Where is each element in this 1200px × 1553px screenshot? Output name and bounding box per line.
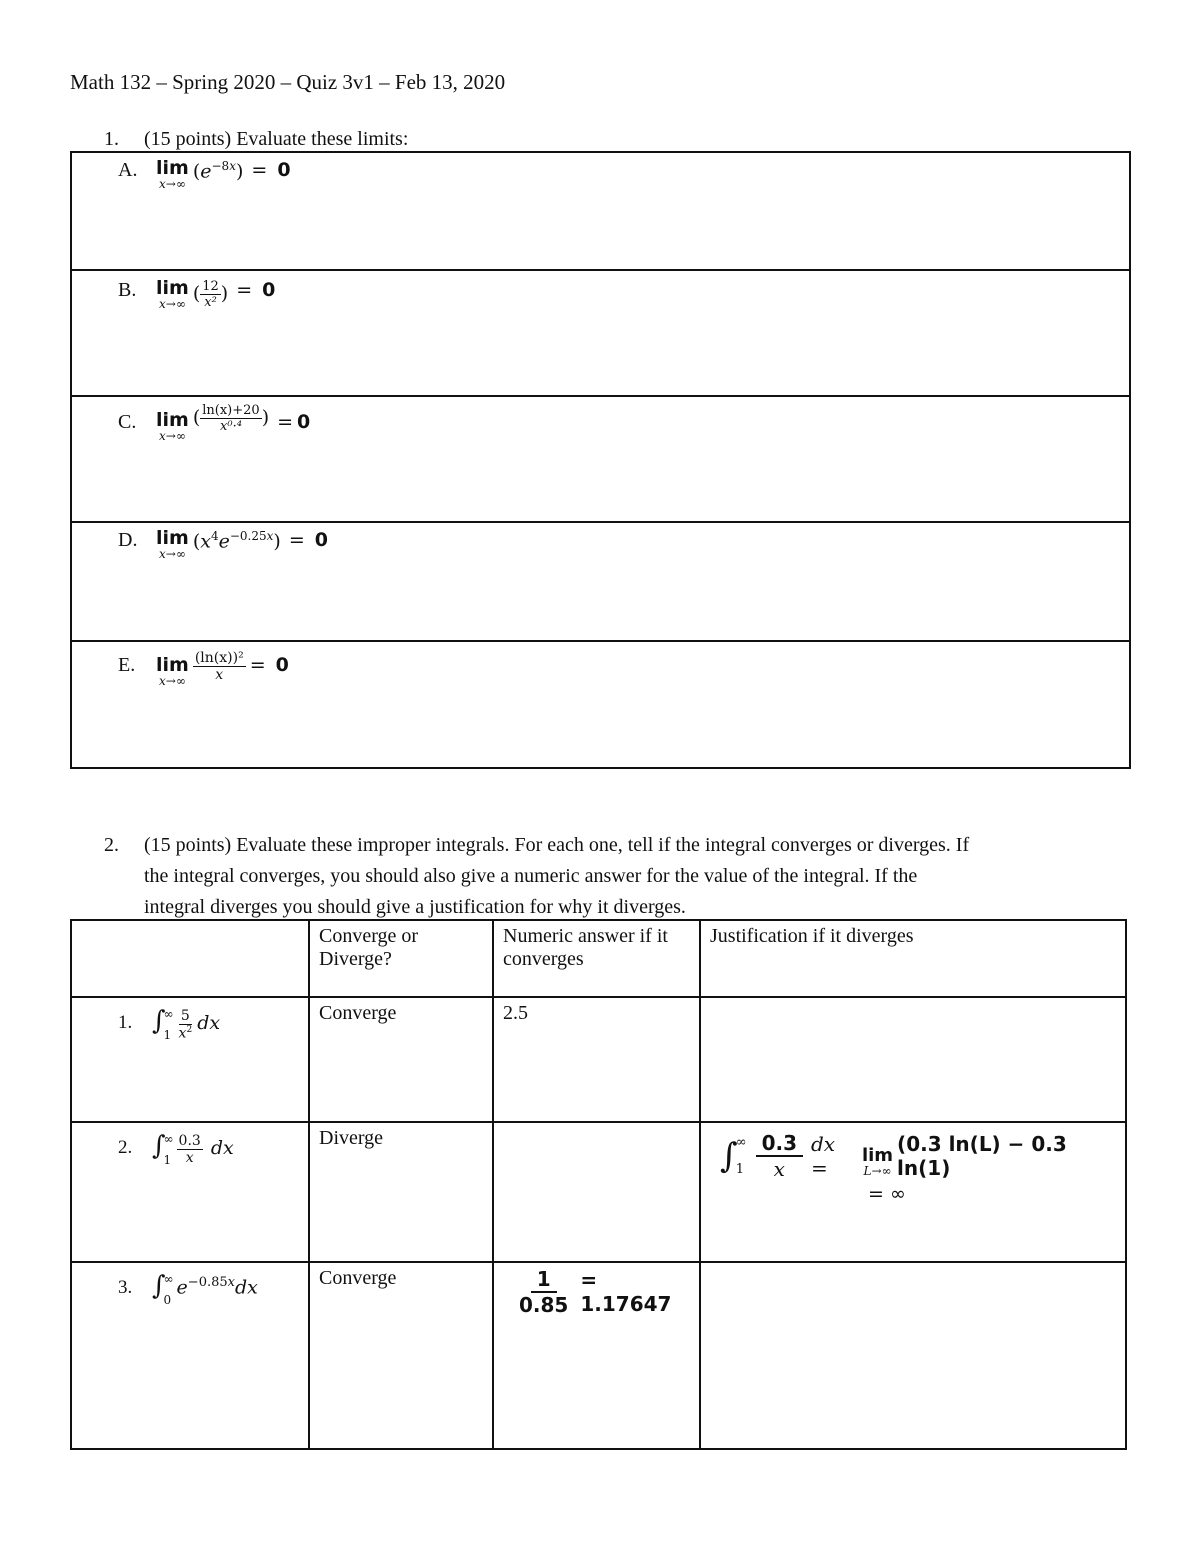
limit-row-b: B. lim x→∞ ( $\frac{12}{\text{x²}}$ ) = 0 (71, 270, 1130, 396)
lim-word: lim (156, 409, 189, 431)
page-title: Math 132 – Spring 2020 – Quiz 3v1 – Feb 13, 2020 (70, 70, 506, 94)
limit-answer: 0 (262, 279, 276, 301)
justification-expression: (0.3 ln(L) − 0.3 ln(1) (897, 1132, 1067, 1180)
status-cell: Converge (309, 1262, 493, 1449)
row-index: 2. (118, 1137, 133, 1158)
limit-expression: ( $\frac{12}{\text{x²}}$ ) (192, 279, 229, 310)
numeric-cell: 2.5 (493, 997, 700, 1122)
table-row (71, 1262, 1126, 1449)
lim-sub: x→∞ (159, 429, 186, 443)
lim-sub: x→∞ (159, 297, 186, 311)
limit-expression: $(x^4e^{-0.25x})$ (192, 529, 281, 553)
limit-answer: 0 (297, 411, 311, 433)
header-cell-numeric: Numeric answer if it converges (493, 920, 700, 997)
question-2-number: 2. (104, 834, 119, 856)
limit-answer: 0 (314, 529, 328, 551)
numeric-cell (493, 1262, 700, 1449)
question-1-prompt (104, 128, 408, 151)
numeric-answer: = 1.17647 (580, 1268, 672, 1316)
justification-cell: ∫ ∞ 1 $\frac{0.3}{x}$ dx = lim L→∞ (0.3 ln(L) − 0.3 ln(1) = ∞ (700, 1122, 1126, 1262)
numeric-fraction-denominator: 0.85 (519, 1293, 569, 1317)
limit-row-d: D. lim x→∞ $(x^4e^{-0.25x})$ = 0 (71, 522, 1130, 641)
limit-expression: $\frac{\text{(ln(x))²}}{x}$ (194, 650, 244, 683)
lim-word: lim (156, 654, 189, 676)
justification-result: = ∞ (868, 1183, 906, 1205)
limits-table (70, 151, 1131, 769)
question-1-number: 1. (104, 128, 119, 150)
limit-expression: ( $\frac{\ln(x)+20}{\text{x⁰·⁴}}$ ) (192, 403, 270, 434)
limit-expression: $(e^{-8x})$ (192, 159, 244, 183)
header-cell-status: Converge or Diverge? (309, 920, 493, 997)
table-row (71, 997, 1126, 1122)
table-header-row (71, 920, 1126, 997)
lim-word: lim (156, 527, 189, 549)
limit-row-e: E. lim x→∞ $\frac{\text{(ln(x))²}}{x}$ = 0 (71, 641, 1130, 768)
limit-row-c: C. lim x→∞ ( $\frac{\ln(x)+20}{\text{x⁰·⁴}}$ ) = 0 (71, 396, 1130, 522)
limit-letter: E. (118, 654, 136, 676)
row-index: 1. (118, 1012, 133, 1033)
status-cell: Diverge (309, 1122, 493, 1262)
lim-word: lim (156, 277, 189, 299)
header-cell-empty (71, 920, 309, 997)
lim-sub: x→∞ (159, 674, 186, 688)
question-2-prompt (104, 830, 1144, 923)
lim-sub: x→∞ (159, 547, 186, 561)
integral-cell: 1. ∫ ∞ 1 $\frac{5}{x^2}$ dx (71, 997, 309, 1122)
limit-row-a: A. lim x→∞ $(e^{-8x})$ = 0 (71, 152, 1130, 270)
status-cell: Converge (309, 997, 493, 1122)
header-cell-justification: Justification if it diverges (700, 920, 1126, 997)
limit-letter: C. (118, 411, 137, 433)
limit-answer: 0 (275, 654, 289, 676)
limit-answer: 0 (277, 159, 291, 181)
integral-cell: 2. ∫ ∞ 1 $\frac{0.3}{x}$ dx (71, 1122, 309, 1262)
question-2-line-2: the integral converges, you should also give a numeric answer for the value of the integral. If the (144, 865, 918, 887)
lim-word: lim (156, 157, 189, 179)
integrals-table (70, 919, 1127, 1450)
question-2-line-1: (15 points) Evaluate these improper integrals. For each one, tell if the integral converges or diverges. If (144, 834, 970, 856)
justification-cell (700, 1262, 1126, 1449)
limit-letter: A. (118, 159, 138, 181)
justification-cell (700, 997, 1126, 1122)
limit-letter: D. (118, 529, 138, 551)
question-2-line-3: integral diverges you should give a justification for why it diverges. (144, 896, 686, 918)
table-row (71, 1122, 1126, 1262)
integral-cell: 3. ∫ ∞ 0 $e^{-0.85x}dx$ (71, 1262, 309, 1449)
numeric-cell (493, 1122, 700, 1262)
limit-letter: B. (118, 279, 137, 301)
lim-sub: x→∞ (159, 177, 186, 191)
row-index: 3. (118, 1277, 133, 1298)
question-1-text: (15 points) Evaluate these limits: (144, 128, 409, 150)
numeric-fraction-numerator: 1 (531, 1267, 557, 1293)
